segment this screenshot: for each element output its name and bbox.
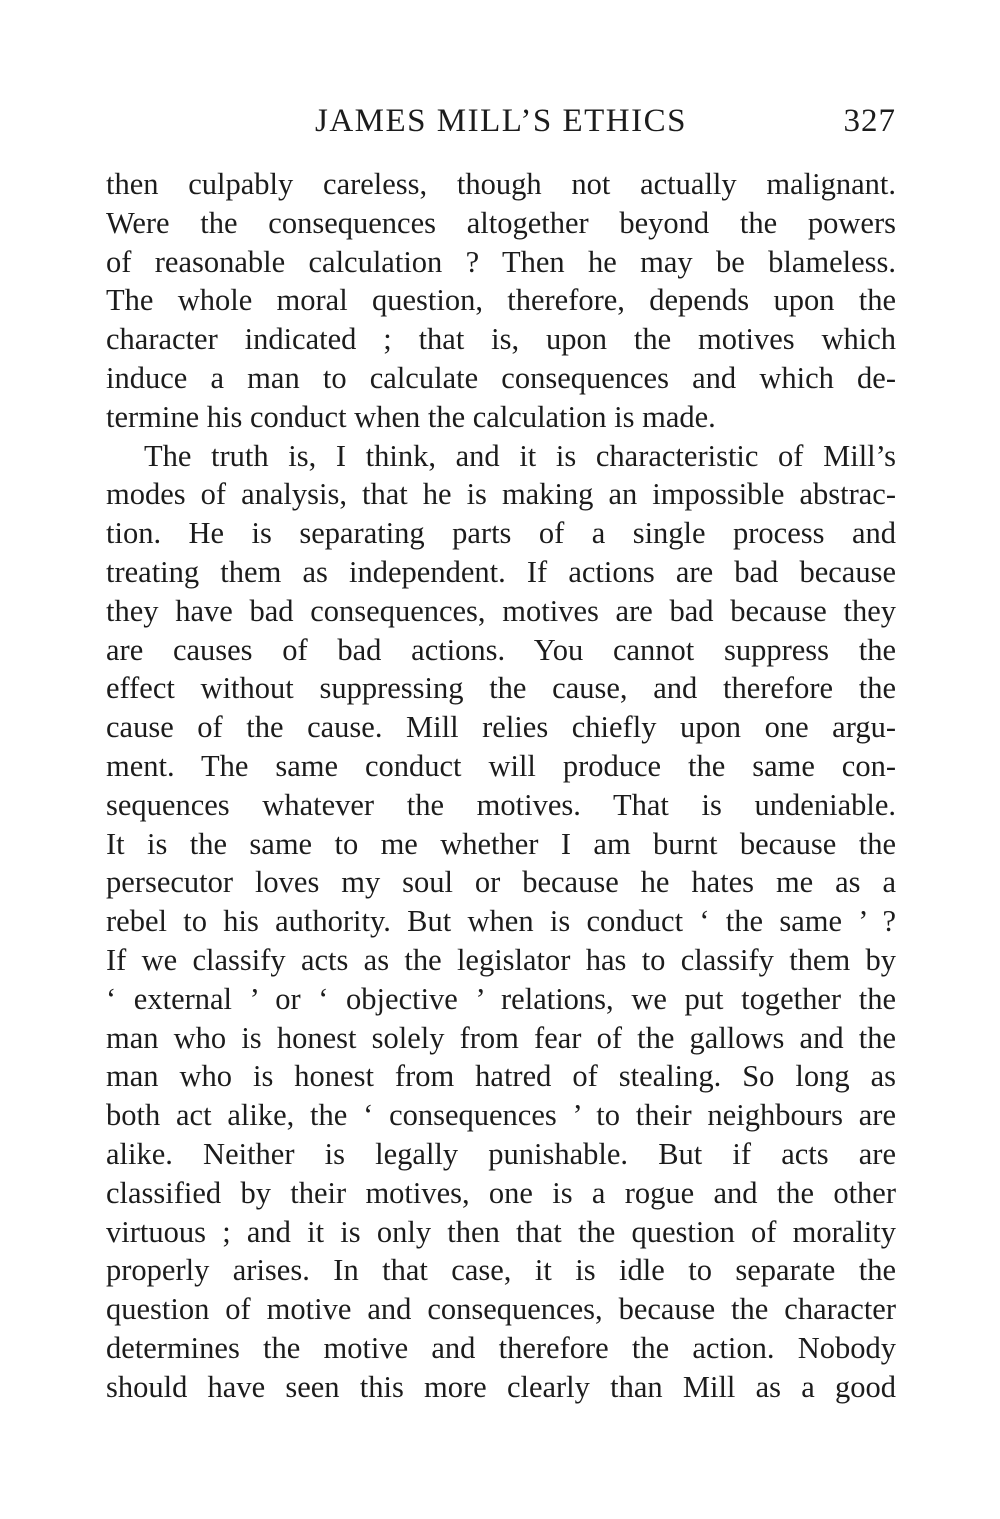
text-line: rebel to his authority. But when is conduct ‘ the same ’ ? (106, 904, 896, 939)
text-line: treating them as independent. If actions are bad because (106, 554, 896, 589)
text-line: tion. He is separating parts of a single process and (106, 516, 896, 551)
text-line: sequences whatever the motives. That is undeniable. (106, 787, 896, 822)
paragraph (106, 165, 896, 437)
body-text (106, 165, 896, 1407)
text-line: man who is honest solely from fear of the gallows and the (106, 1020, 896, 1055)
text-line: Were the consequences altogether beyond the powers (106, 205, 896, 240)
text-line: ment. The same conduct will produce the same con- (106, 748, 896, 783)
paragraph (106, 437, 896, 1407)
text-line: ‘ external ’ or ‘ objective ’ relations, we put together the (106, 981, 896, 1016)
text-line: of reasonable calculation ? Then he may be blameless. (106, 244, 896, 279)
text-line: both act alike, the ‘ consequences ’ to their neighbours are (106, 1098, 896, 1133)
text-line: properly arises. In that case, it is idle to separate the (106, 1253, 896, 1288)
text-line: persecutor loves my soul or because he hates me as a (106, 865, 896, 900)
text-line: modes of analysis, that he is making an impossible abstrac- (106, 477, 896, 512)
text-line: then culpably careless, though not actually malignant. (106, 167, 896, 201)
text-line: classified by their motives, one is a rogue and the other (106, 1175, 896, 1210)
text-line: determines the motive and therefore the action. Nobody (106, 1330, 896, 1365)
text-line: The truth is, I think, and it is characteristic of Mill’s (144, 438, 896, 473)
text-line: character indicated ; that is, upon the motives which (106, 322, 896, 357)
text-line: induce a man to calculate consequences and which de- (106, 360, 896, 395)
text-line: they have bad consequences, motives are bad because they (106, 593, 896, 628)
running-title: JAMES MILL’S ETHICS (315, 103, 687, 139)
text-line: man who is honest from hatred of stealing. So long as (106, 1059, 896, 1094)
text-line: question of motive and consequences, because the character (106, 1292, 896, 1327)
text-line: alike. Neither is legally punishable. But if acts are (106, 1136, 896, 1171)
text-line: should have seen this more clearly than Mill as a good (106, 1369, 896, 1404)
text-line: effect without suppressing the cause, and therefore the (106, 671, 896, 706)
text-line: It is the same to me whether I am burnt because the (106, 826, 896, 861)
text-line: cause of the cause. Mill relies chiefly upon one argu- (106, 710, 896, 745)
page-number: 327 (843, 103, 896, 139)
text-line: The whole moral question, therefore, depends upon the (106, 283, 896, 318)
text-line: termine his conduct when the calculation is made. (106, 399, 716, 434)
text-line: virtuous ; and it is only then that the question of morality (106, 1214, 896, 1249)
text-line: are causes of bad actions. You cannot suppress the (106, 632, 896, 667)
text-line: If we classify acts as the legislator has to classify them by (106, 942, 896, 977)
running-head (106, 96, 896, 146)
